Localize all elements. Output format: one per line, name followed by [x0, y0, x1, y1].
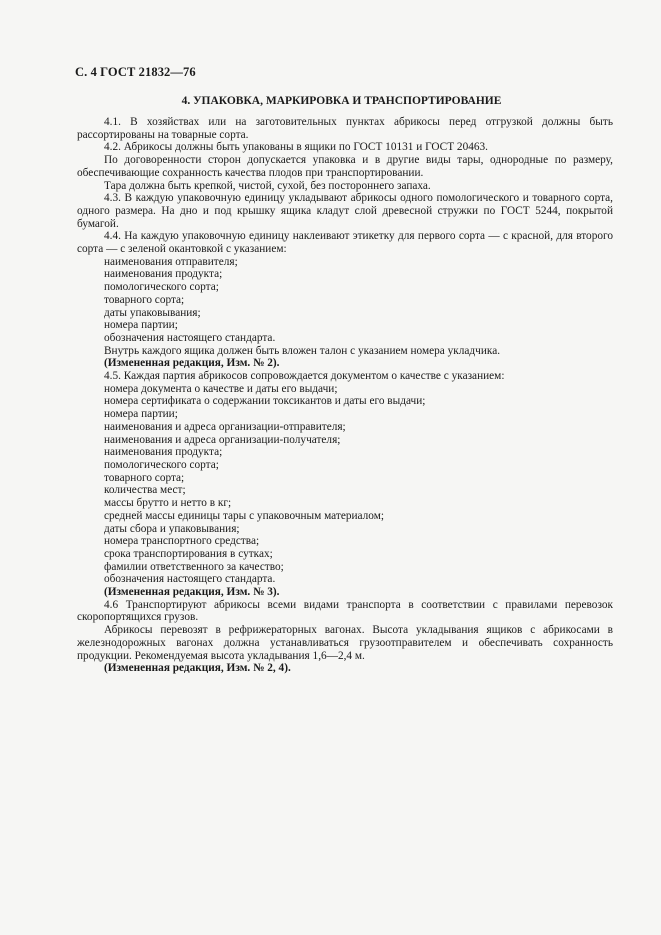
paragraph: 4.4. На каждую упаковочную единицу наклеивают этикетку для первого сорта — с красной, для второго сорта — с зеленой окантовкой с указанием:	[77, 230, 613, 256]
list-item: наименования и адреса организации-отправителя;	[104, 420, 346, 433]
paragraph: Абрикосы перевозят в рефрижераторных вагонах. Высота укладывания ящиков с абрикосами в железнодорожных вагонах должна устанавливаться грузоотправителем и обеспечивать сохранность продукции. Рекомендуемая высота укладывания 1,6—2,4 м.	[77, 624, 613, 662]
list-item: помологического сорта;	[104, 458, 219, 471]
list-item: номера документа о качестве и даты его выдачи;	[104, 382, 338, 395]
list-item: наименования и адреса организации-получателя;	[104, 433, 341, 446]
list-item: массы брутто и нетто в кг;	[104, 497, 232, 510]
list-item: даты сбора и упаковывания;	[104, 522, 240, 535]
list-item: наименования продукта;	[104, 268, 223, 281]
paragraph: 4.6 Транспортируют абрикосы всеми видами транспорта в соответствии с правилами перевозок скоропортящихся грузов.	[77, 598, 613, 624]
paragraph: 4.5. Каждая партия абрикосов сопровождается документом о качестве с указанием:	[104, 370, 505, 383]
paragraph: Тара должна быть крепкой, чистой, сухой, без постороннего запаха.	[104, 179, 431, 192]
paragraph: По договоренности сторон допускается упаковка и в другие виды тары, однородные по размеру, обеспечивающие сохранность качества плодов при транспортировании.	[77, 154, 613, 179]
list-item: помологического сорта;	[104, 281, 219, 294]
amendment-note: (Измененная редакция, Изм. № 2).	[104, 357, 280, 370]
list-item: количества мест;	[104, 484, 186, 497]
list-item: даты упаковывания;	[104, 306, 201, 319]
paragraph: 4.2. Абрикосы должны быть упакованы в ящики по ГОСТ 10131 и ГОСТ 20463.	[104, 141, 488, 154]
paragraph: Внутрь каждого ящика должен быть вложен талон с указанием номера укладчика.	[104, 344, 501, 357]
list-item: номера партии;	[104, 319, 178, 332]
list-item: номера партии;	[104, 408, 178, 421]
list-item: срока транспортирования в сутках;	[104, 547, 273, 560]
list-item: товарного сорта;	[104, 471, 185, 484]
list-item: средней массы единицы тары с упаковочным материалом;	[104, 509, 385, 522]
list-item: обозначения настоящего стандарта.	[104, 573, 276, 586]
section-body	[77, 116, 613, 675]
page-header: С. 4 ГОСТ 21832—76	[75, 65, 196, 79]
list-item: фамилии ответственного за качество;	[104, 560, 284, 573]
list-item: наименования продукта;	[104, 446, 223, 459]
amendment-note: (Измененная редакция, Изм. № 3).	[104, 586, 280, 599]
list-item: номера транспортного средства;	[104, 535, 260, 548]
section-title: 4. УПАКОВКА, МАРКИРОВКА И ТРАНСПОРТИРОВАНИЕ	[181, 95, 502, 107]
amendment-note: (Измененная редакция, Изм. № 2, 4).	[104, 662, 291, 675]
list-item: обозначения настоящего стандарта.	[104, 331, 276, 344]
paragraph: 4.3. В каждую упаковочную единицу укладывают абрикосы одного помологического и товарного сорта, одного размера. На дно и под крышку ящика кладут слой древесной стружки по ГОСТ 5244, покрытой бумагой.	[77, 192, 613, 230]
list-item: наименования отправителя;	[104, 255, 238, 268]
list-item: товарного сорта;	[104, 293, 185, 306]
paragraph: 4.1. В хозяйствах или на заготовительных пунктах абрикосы перед отгрузкой должны быть рассортированы на товарные сорта.	[77, 116, 613, 141]
list-item: номера сертификата о содержании токсикантов и даты его выдачи;	[104, 395, 426, 408]
